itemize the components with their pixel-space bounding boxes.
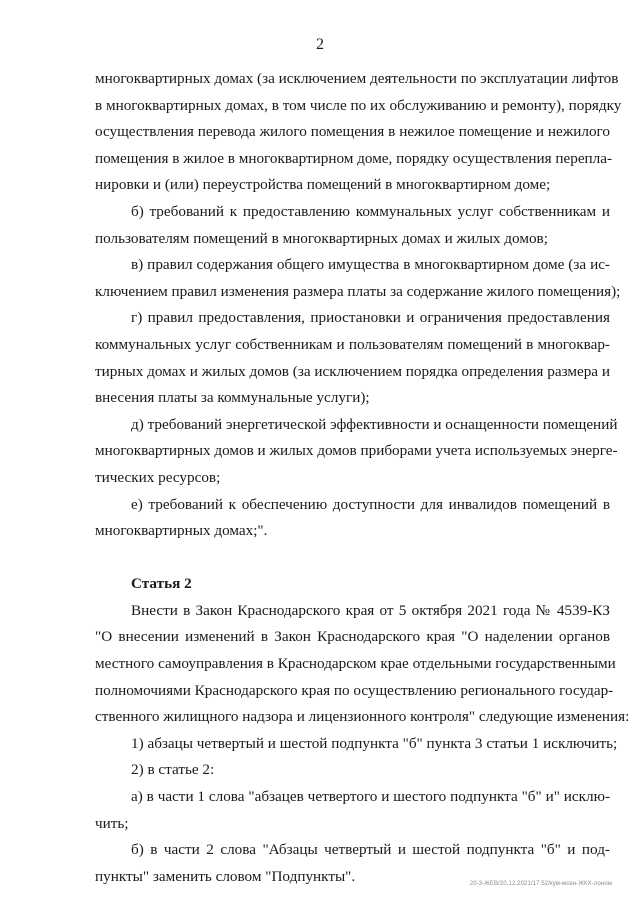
text-line: пользователям помещений в многоквартирных домах и жилых домов; — [95, 229, 548, 247]
text-line: коммунальных услуг собственникам и пользователям помещений в многоквар- — [95, 335, 610, 353]
text-line: в многоквартирных домах, в том числе по их обслуживанию и ремонту), порядку — [95, 96, 622, 114]
text-line: многоквартирных домов и жилых домов приборами учета используемых энерге- — [95, 442, 618, 460]
article-line: чить; — [95, 814, 129, 832]
text-line: осуществления перевода жилого помещения в нежилое помещение и нежилого — [95, 123, 610, 141]
article-text — [95, 598, 630, 891]
document-body — [95, 66, 630, 890]
article-line: а) в части 1 слова "абзацев четвертого и шестого подпункта "б" и" исклю- — [131, 788, 610, 806]
article-line: 2) в статье 2: — [131, 761, 215, 779]
text-line: помещения в жилое в многоквартирном доме, порядку осуществления перепла- — [95, 149, 613, 167]
article-line: Внести в Закон Краснодарского края от 5 октября 2021 года № 4539-КЗ — [131, 601, 610, 619]
article-line: местного самоуправления в Краснодарском крае отдельными государственными — [95, 655, 616, 673]
text-line: е) требований к обеспечению доступности для инвалидов помещений в — [131, 495, 610, 513]
amendment-text — [95, 66, 622, 545]
text-line: тических ресурсов; — [95, 468, 221, 486]
footer-code: 20-3-ЖЕВ/20.12.2021/17.52/кум-мсен-ЖКХ-лоном — [469, 881, 612, 887]
article-line: ственного жилищного надзора и лицензионного контроля" следующие изменения: — [95, 708, 630, 726]
article-line: полномочиями Краснодарского края по осуществлению регионального государ- — [95, 681, 614, 699]
article-line: 1) абзацы четвертый и шестой подпункта "б" пункта 3 статьи 1 исключить; — [131, 734, 618, 752]
text-line: в) правил содержания общего имущества в многоквартирном доме (за ис- — [131, 256, 610, 274]
text-line: многоквартирных домах;". — [95, 522, 268, 540]
article-line: "О внесении изменений в Закон Краснодарского края "О наделении органов — [95, 628, 610, 646]
page-number: 2 — [316, 36, 324, 53]
text-line: нировки и (или) переустройства помещений в многоквартирном доме; — [95, 176, 551, 194]
text-line: тирных домах и жилых домов (за исключением порядка определения размера и — [95, 362, 610, 380]
text-line: г) правил предоставления, приостановки и ограничения предоставления — [131, 309, 610, 327]
article-line: пункты" заменить словом "Подпункты". — [95, 867, 356, 885]
paragraph-gap — [95, 545, 610, 572]
text-line: б) требований к предоставлению коммунальных услуг собственникам и — [131, 202, 610, 220]
text-line: многоквартирных домах (за исключением деятельности по эксплуатации лифтов — [95, 70, 619, 87]
text-line: внесения платы за коммунальные услуги); — [95, 389, 370, 407]
text-line: ключением правил изменения размера платы за содержание жилого помещения); — [95, 282, 621, 300]
article-line: б) в части 2 слова "Абзацы четвертый и шестой подпункта "б" и под- — [131, 841, 610, 859]
article-heading: Статья 2 — [131, 575, 192, 593]
text-line: д) требований энергетической эффективности и оснащенности помещений — [131, 415, 618, 433]
